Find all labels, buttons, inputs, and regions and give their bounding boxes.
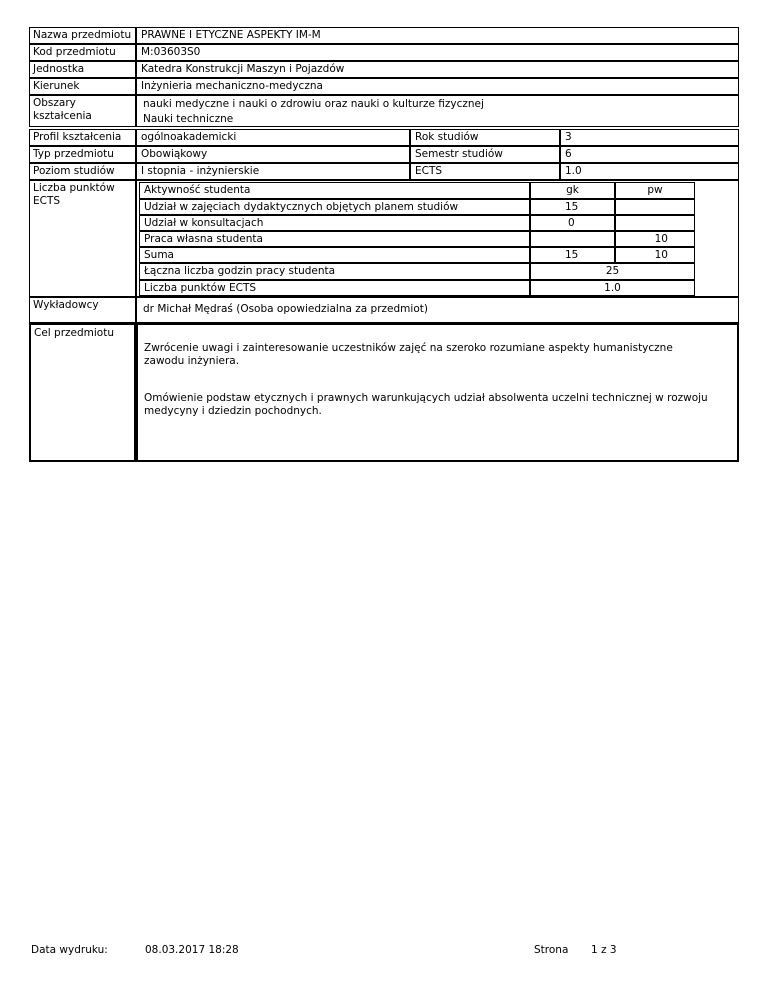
ects-row-name: Suma xyxy=(144,249,174,261)
value-poziom: I stopnia - inżynierskie xyxy=(141,165,260,177)
cel-paragraph-1: Zwrócenie uwagi i zainteresowanie uczestników zajęć na szeroko rozumiane aspekty humanistyczne zawodu inżyniera. xyxy=(144,342,673,367)
ects-row-name-cell xyxy=(139,199,530,215)
ects-total-points-name-cell xyxy=(139,280,530,296)
value-obszary-2: Nauki techniczne xyxy=(143,113,234,125)
ects-total-points-value: 1.0 xyxy=(604,282,621,294)
label-cell-kod xyxy=(29,44,136,61)
label-cell-nazwa xyxy=(29,27,136,44)
ects-row-pw-cell xyxy=(615,199,695,215)
label-profil: Profil kształcenia xyxy=(33,131,122,143)
value-cell-jednostka xyxy=(136,61,739,78)
ects-row-gk: 15 xyxy=(565,249,579,261)
ects-header-activity-cell xyxy=(139,182,530,199)
value-cell-obszary xyxy=(136,95,739,127)
value-wykladowcy: dr Michał Mędraś (Osoba opowiedzialna za przedmiot) xyxy=(143,303,428,315)
ects-total-hours-value: 25 xyxy=(605,265,620,277)
value-profil: ogólnoakademicki xyxy=(141,131,237,143)
ects-row-gk: 15 xyxy=(565,201,579,213)
ects-row-pw-cell xyxy=(615,231,695,247)
label-ects: ECTS xyxy=(415,165,443,177)
ects-row-name: Udział w konsultacjach xyxy=(144,217,264,229)
value-cell-nazwa xyxy=(136,27,739,44)
label-kierunek: Kierunek xyxy=(33,80,80,92)
value-cell-profil xyxy=(136,129,410,146)
label-cell-profil xyxy=(29,129,136,146)
value-obszary-1: nauki medyczne i nauki o zdrowiu oraz nauki o kulturze fizycznej xyxy=(143,98,484,110)
ects-total-hours-name-cell xyxy=(139,263,530,280)
value-cell-semestr xyxy=(560,146,739,163)
value-kod: M:03603S0 xyxy=(141,46,201,58)
label-cell-semestr xyxy=(410,146,560,163)
ects-total-hours-name: Łączna liczba godzin pracy studenta xyxy=(144,265,336,277)
label-cell-cel xyxy=(29,323,136,462)
ects-row-gk-cell xyxy=(530,199,615,215)
cel-paragraph-2: Omówienie podstaw etycznych i prawnych warunkujących udział absolwenta uczelni technicznej w rozwoju medycyny i dziedzin pochodnych. xyxy=(144,392,708,417)
label-cell-ects-points xyxy=(29,180,136,297)
ects-row-pw-cell xyxy=(615,247,695,263)
label-cell-typ xyxy=(29,146,136,163)
label-cell-obszary xyxy=(29,95,136,127)
ects-row-gk: 0 xyxy=(568,217,575,229)
value-ects: 1.0 xyxy=(565,165,582,177)
label-wykladowcy: Wykładowcy xyxy=(33,299,99,311)
value-kierunek: Inżynieria mechaniczno-medyczna xyxy=(141,80,323,92)
ects-row-name-cell xyxy=(139,247,530,263)
value-nazwa: PRAWNE I ETYCZNE ASPEKTY IM-M xyxy=(141,29,321,41)
label-rok: Rok studiów xyxy=(415,131,479,143)
footer-page-number: 1 z 3 xyxy=(591,944,617,956)
label-cell-rok xyxy=(410,129,560,146)
label-ects-points: Liczba punktów ECTS xyxy=(33,182,115,207)
value-rok: 3 xyxy=(565,131,572,143)
ects-total-points-value-cell xyxy=(530,280,695,296)
label-cell-wykladowcy xyxy=(29,297,136,323)
label-poziom: Poziom studiów xyxy=(33,165,115,177)
label-nazwa: Nazwa przedmiotu xyxy=(33,29,132,41)
label-typ: Typ przedmiotu xyxy=(33,148,114,160)
ects-header-gk-cell xyxy=(530,182,615,199)
label-cell-ects xyxy=(410,163,560,180)
ects-header-pw: pw xyxy=(647,184,663,196)
value-typ: Obowiąkowy xyxy=(141,148,208,160)
ects-header-pw-cell xyxy=(615,182,695,199)
footer-print-label: Data wydruku: xyxy=(31,944,108,956)
ects-row-name: Udział w zajęciach dydaktycznych objętych planem studiów xyxy=(144,201,459,213)
value-semestr: 6 xyxy=(565,148,572,160)
label-kod: Kod przedmiotu xyxy=(33,46,116,58)
ects-header-gk: gk xyxy=(566,184,579,196)
value-cell-kierunek xyxy=(136,78,739,95)
footer-page-label: Strona xyxy=(534,944,569,956)
value-cell-kod xyxy=(136,44,739,61)
label-cell-poziom xyxy=(29,163,136,180)
label-cell-jednostka xyxy=(29,61,136,78)
value-cell-poziom xyxy=(136,163,410,180)
footer-print-date: 08.03.2017 18:28 xyxy=(145,944,239,956)
value-jednostka: Katedra Konstrukcji Maszyn i Pojazdów xyxy=(141,63,345,75)
value-cell-ects xyxy=(560,163,739,180)
ects-row-name-cell xyxy=(139,215,530,231)
label-jednostka: Jednostka xyxy=(33,63,85,75)
ects-total-points-name: Liczba punktów ECTS xyxy=(144,282,257,294)
ects-header-activity: Aktywność studenta xyxy=(144,184,251,196)
label-semestr: Semestr studiów xyxy=(415,148,503,160)
ects-row-pw: 10 xyxy=(654,233,668,245)
ects-row-gk-cell xyxy=(530,215,615,231)
ects-total-hours-value-cell xyxy=(530,263,695,280)
value-cell-typ xyxy=(136,146,410,163)
ects-row-name: Praca własna studenta xyxy=(144,233,263,245)
ects-row-pw-cell xyxy=(615,215,695,231)
label-cel: Cel przedmiotu xyxy=(34,327,115,339)
label-cell-kierunek xyxy=(29,78,136,95)
ects-row-pw: 10 xyxy=(654,249,668,261)
ects-row-gk-cell xyxy=(530,231,615,247)
value-cell-rok xyxy=(560,129,739,146)
value-cell-wykladowcy xyxy=(136,297,739,323)
ects-row-gk-cell xyxy=(530,247,615,263)
ects-row-name-cell xyxy=(139,231,530,247)
value-cell-cel xyxy=(136,323,739,462)
label-obszary: Obszary kształcenia xyxy=(33,97,92,122)
